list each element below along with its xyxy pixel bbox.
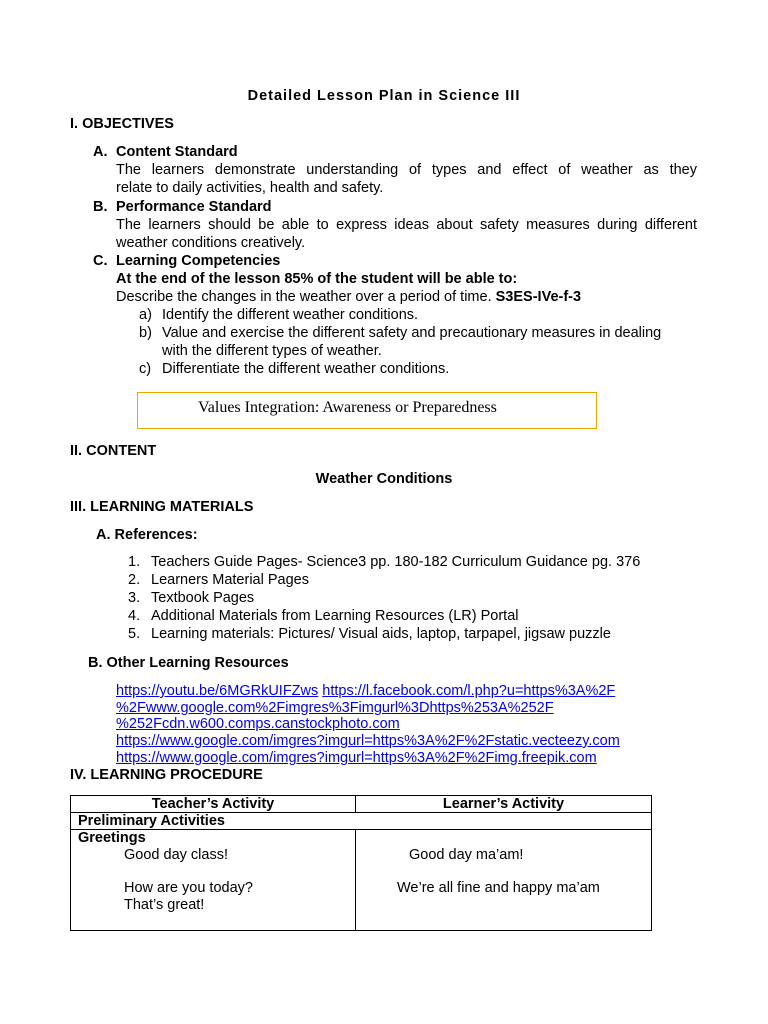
facebook-link-continued[interactable]: %2Fwww.google.com%2Fimgres%3Fimgurl%3Dhttps%253A%252F — [116, 700, 554, 716]
competency-item-continued: with the different types of weather. — [162, 343, 382, 359]
learner-activity-header: Learner’s Activity — [356, 796, 652, 813]
learner-line: We’re all fine and happy ma’am — [397, 880, 600, 896]
reference-number: 1. — [128, 554, 141, 570]
performance-standard-label: B. — [93, 199, 108, 215]
procedure-heading: IV. LEARNING PROCEDURE — [70, 767, 263, 783]
reference-item: Additional Materials from Learning Resources (LR) Portal — [151, 608, 519, 624]
competencies-heading: Learning Competencies — [116, 253, 281, 269]
performance-standard-heading: Performance Standard — [116, 199, 272, 215]
content-heading: II. CONTENT — [70, 443, 157, 459]
objectives-heading: I. OBJECTIVES — [70, 116, 174, 132]
reference-item: Learners Material Pages — [151, 572, 309, 588]
facebook-link-continued[interactable]: %252Fcdn.w600.comps.canstockphoto.com — [116, 716, 400, 732]
content-standard-heading: Content Standard — [116, 144, 238, 160]
reference-number: 3. — [128, 590, 141, 606]
google-images-freepik-link[interactable]: https://www.google.com/imgres?imgurl=https%3A%2F%2Fimg.freepik.com — [116, 750, 597, 766]
competencies-describe — [116, 288, 581, 306]
content-standard-label: A. — [93, 144, 108, 160]
competency-item-marker: c) — [139, 361, 152, 377]
reference-item: Teachers Guide Pages- Science3 pp. 180-182 Curriculum Guidance pg. 376 — [151, 554, 641, 570]
reference-number: 2. — [128, 572, 141, 588]
competencies-describe-text: Describe the changes in the weather over a period of time. — [116, 289, 492, 305]
materials-heading: III. LEARNING MATERIALS — [70, 499, 254, 515]
teacher-activity-cell — [71, 830, 356, 931]
values-integration-box: Values Integration: Awareness or Preparedness — [137, 392, 597, 429]
preliminary-activities-label: Preliminary Activities — [71, 813, 652, 830]
learner-activity-cell — [356, 830, 652, 931]
teacher-line: That’s great! — [124, 897, 205, 913]
document-title: Detailed Lesson Plan in Science III — [247, 88, 521, 104]
greetings-label: Greetings — [78, 830, 146, 846]
learner-line: Good day ma’am! — [409, 847, 524, 863]
teacher-activity-header: Teacher’s Activity — [71, 796, 356, 813]
youtube-link[interactable]: https://youtu.be/6MGRkUIFZws — [116, 683, 319, 699]
table-row — [71, 813, 652, 830]
google-images-vecteezy-link[interactable]: https://www.google.com/imgres?imgurl=https%3A%2F%2Fstatic.vecteezy.com — [116, 733, 620, 749]
teacher-line: How are you today? — [124, 880, 253, 896]
performance-standard-line-1: The learners should be able to express ideas about safety measures during different — [116, 217, 697, 233]
reference-item: Learning materials: Pictures/ Visual aids, laptop, tarpapel, jigsaw puzzle — [151, 626, 611, 642]
reference-number: 4. — [128, 608, 141, 624]
procedure-table — [70, 795, 652, 931]
table-header-row — [71, 796, 652, 813]
facebook-link[interactable]: https://l.facebook.com/l.php?u=https%3A%2F — [322, 683, 616, 699]
content-standard-line-1: The learners demonstrate understanding of types and effect of weather as they — [116, 162, 697, 178]
content-standard-line-2: relate to daily activities, health and safety. — [116, 180, 384, 196]
competency-item: Value and exercise the different safety and precautionary measures in dealing — [162, 325, 662, 341]
references-heading: A. References: — [96, 527, 198, 543]
teacher-line: Good day class! — [124, 847, 228, 863]
competency-code: S3ES-IVe-f-3 — [495, 289, 582, 305]
content-topic: Weather Conditions — [315, 471, 453, 487]
performance-standard-line-2: weather conditions creatively. — [116, 235, 306, 251]
competencies-intro: At the end of the lesson 85% of the student will be able to: — [116, 271, 518, 287]
competencies-label: C. — [93, 253, 108, 269]
competency-item: Identify the different weather conditions. — [162, 307, 419, 323]
resource-links-line-1 — [116, 682, 615, 700]
reference-number: 5. — [128, 626, 141, 642]
reference-item: Textbook Pages — [151, 590, 255, 606]
competency-item: Differentiate the different weather conditions. — [162, 361, 450, 377]
competency-item-marker: b) — [139, 325, 152, 341]
table-row — [71, 830, 652, 931]
other-resources-heading: B. Other Learning Resources — [88, 655, 289, 671]
competency-item-marker: a) — [139, 307, 152, 323]
